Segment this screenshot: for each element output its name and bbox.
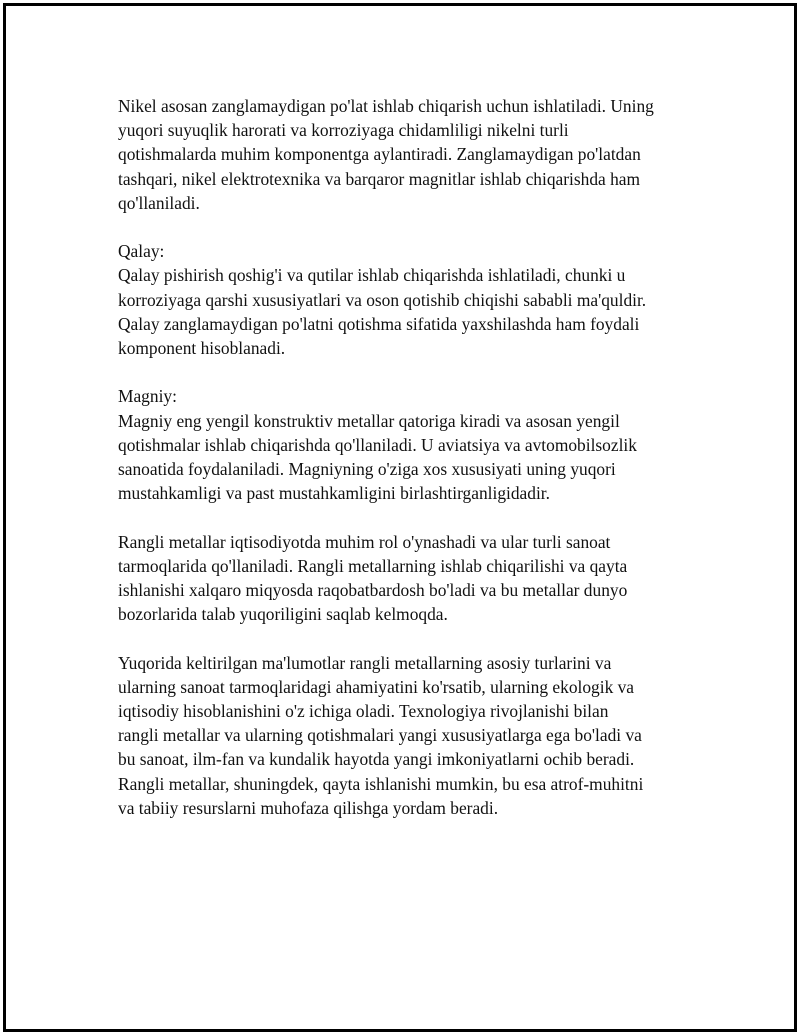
- paragraph-summary: Yuqorida keltirilgan ma'lumotlar rangli metallarning asosiy turlarini va ularning sanoat tarmoqlaridagi ahamiyatini ko'rsatib, ularning ekologik va iqtisodiy hisoblanishini o'z ichiga oladi. Texnologiya rivojlanishi bilan rangli metallar va ularning qotishmalari yangi xususiyatlarga ega bo'ladi va bu sanoat, ilm-fan va kundalik hayotda yangi imkoniyatlarni ochib beradi. Rangli metallar, shuningdek, qayta ishlanishi mumkin, bu esa atrof-muhitni va tabiiy resurslarni muhofaza qilishga yordam beradi.: [118, 652, 644, 818]
- paragraph-nikel: Nikel asosan zanglamaydigan po'lat ishlab chiqarish uchun ishlatiladi. Uning yuqori suyuqlik harorati va korroziyaga chidamliligi nikelni turli qotishmalarda muhim komponentga aylantiradi. Zanglamaydigan po'latdan tashqari, nikel elektrotexnika va barqaror magnitlar ishlab chiqarishda ham qo'llaniladi.: [118, 96, 654, 213]
- section-title-qalay: Qalay:: [118, 241, 165, 262]
- document-body: [118, 94, 708, 844]
- paragraph-magniy: Magniy eng yengil konstruktiv metallar qatoriga kiradi va asosan yengil qotishmalar ishlab chiqarishda qo'llaniladi. U aviatsiya va avtomobilsozlik sanoatida foydalaniladi. Magniyning o'ziga xos xususiyati uning yuqori mustahkamligi va past mustahkamligini birlashtirganligidadir.: [118, 410, 637, 504]
- paragraph-qalay: Qalay pishirish qoshig'i va qutilar ishlab chiqarishda ishlatiladi, chunki u korroziyaga qarshi xususiyatlari va oson qotishib chiqishi sababli ma'quldir. Qalay zanglamaydigan po'latni qotishma sifatida yaxshilashda ham foydali komponent hisoblanadi.: [118, 265, 647, 359]
- paragraph-rangli-metallar: Rangli metallar iqtisodiyotda muhim rol o'ynashadi va ular turli sanoat tarmoqlarida qo'llaniladi. Rangli metallarning ishlab chiqarilishi va qayta ishlanishi xalqaro miqyosda raqobatbardosh bo'ladi va bu metallar dunyo bozorlarida talab yuqoriligini saqlab kelmoqda.: [118, 531, 628, 625]
- section-title-magniy: Magniy:: [118, 386, 177, 407]
